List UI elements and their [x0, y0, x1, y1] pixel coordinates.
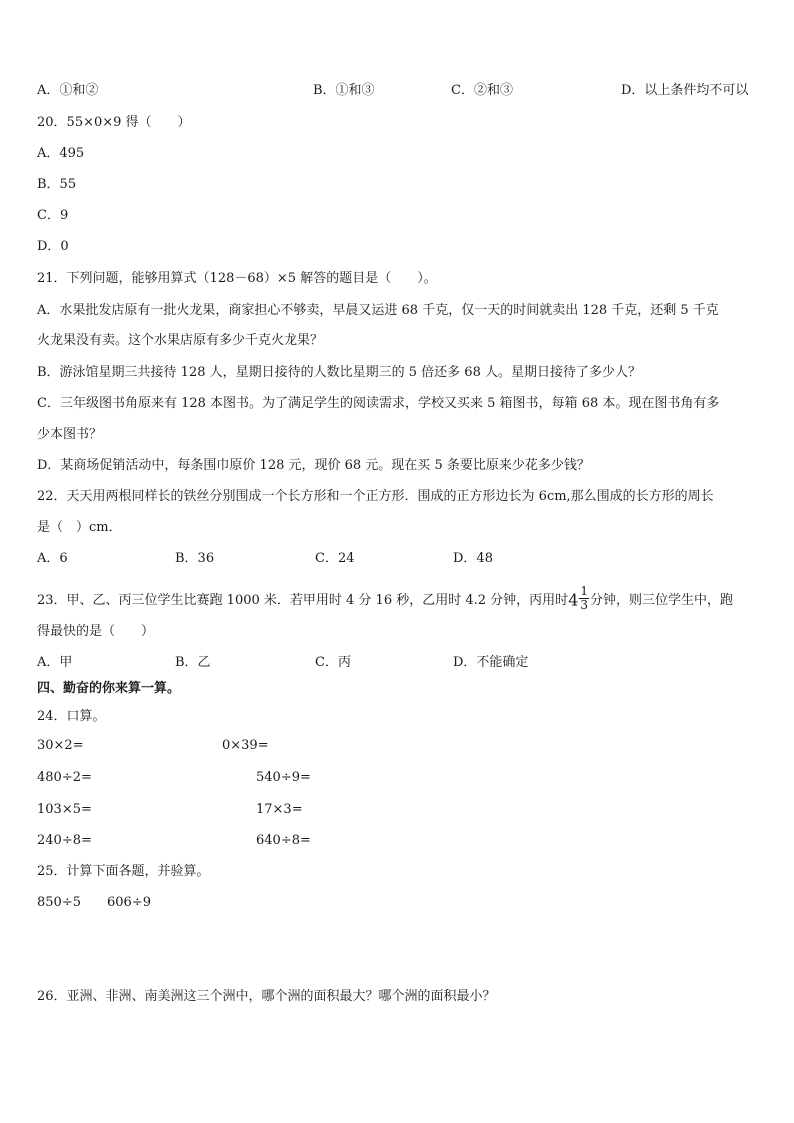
q19-option-a: A．①和② — [37, 83, 99, 98]
q23-option-c: C．丙 — [315, 655, 351, 670]
q25-expression-1: 850÷5 — [37, 895, 81, 910]
q25-stem: 25．计算下面各题，并验算。 — [37, 864, 210, 879]
q20-stem: 20．55×0×9 得（ ） — [37, 115, 191, 130]
q21-option-b: B．游泳馆星期三共接待 128 人，星期日接待的人数比星期三的 5 倍还多 68 人。星期日接待了多少人？ — [37, 365, 641, 380]
q26-stem: 26．亚洲、非洲、南美洲这三个洲中，哪个洲的面积最大？哪个洲的面积最小？ — [37, 989, 496, 1004]
q22-option-b: B．36 — [175, 551, 215, 566]
q19-option-c: C．②和③ — [451, 83, 513, 98]
q23-fraction-denominator: 3 — [580, 598, 589, 612]
q20-option-a: A．495 — [37, 146, 85, 161]
q25-expression-2: 606÷9 — [107, 895, 151, 910]
q20-option-c: C．9 — [37, 208, 69, 223]
q21-option-d: D．某商场促销活动中，每条围巾原价 128 元，现价 68 元。现在买 5 条要比原来少花多少钱？ — [37, 458, 590, 473]
q21-stem: 21．下列问题，能够用算式（128－68）×5 解答的题目是（ ）。 — [37, 271, 437, 286]
q19-option-b: B．①和③ — [313, 83, 375, 98]
q22-option-c: C．24 — [315, 551, 355, 566]
section-heading: 四、勤奋的你来算一算。 — [37, 681, 181, 696]
q23-option-b: B．乙 — [175, 655, 211, 670]
q24-item: 30×2= — [37, 738, 84, 753]
q24-item: 0×39= — [222, 738, 269, 753]
q23-option-a: A．甲 — [37, 655, 73, 670]
q24-item: 480÷2= — [37, 770, 92, 785]
q22-option-d: D．48 — [453, 551, 493, 566]
q19-option-d: D．以上条件均不可以 — [621, 83, 749, 98]
q23-text-after: 分钟，则三位学生中，跑 — [590, 593, 734, 608]
q23-text-before: 23．甲、乙、丙三位学生比赛跑 1000 米．若甲用时 4 分 16 秒，乙用时 4.2 分钟，丙用时 — [37, 593, 569, 608]
q24-item: 17×3= — [256, 802, 303, 817]
q24-item: 240÷8= — [37, 833, 92, 848]
q21-option-c-line2: 少本图书？ — [37, 427, 103, 442]
q23-mixed-whole: 4 — [568, 590, 579, 610]
q23-stem-line2: 得最快的是（ ） — [37, 624, 155, 639]
q21-option-a-line2: 火龙果没有卖。这个水果店原有多少千克火龙果？ — [37, 333, 324, 348]
q23-option-d: D．不能确定 — [453, 655, 529, 670]
q24-item: 640÷8= — [256, 833, 311, 848]
q20-option-b: B．55 — [37, 177, 77, 192]
q24-item: 540÷9= — [256, 770, 311, 785]
q22-option-a: A．6 — [37, 551, 68, 566]
q23-fraction — [579, 585, 589, 612]
q21-option-a-line1: A．水果批发店原有一批火龙果，商家担心不够卖，早晨又运进 68 千克，仅一天的时间就卖出 128 千克，还剩 5 千克 — [37, 303, 719, 318]
q21-option-c-line1: C．三年级图书角原来有 128 本图书。为了满足学生的阅读需求，学校又买来 5 箱图书，每箱 68 本。现在图书角有多 — [37, 396, 720, 411]
q22-stem-line2: 是（ ）cm． — [37, 520, 122, 535]
q24-stem: 24．口算。 — [37, 709, 106, 724]
q23-stem-line1 — [37, 584, 734, 614]
q20-option-d: D．0 — [37, 239, 69, 254]
q23-fraction-numerator: 1 — [580, 584, 589, 598]
q24-item: 103×5= — [37, 802, 92, 817]
q22-stem-line1: 22．天天用两根同样长的铁丝分别围成一个长方形和一个正方形．围成的正方形边长为 6cm,那么围成的长方形的周长 — [37, 489, 714, 504]
